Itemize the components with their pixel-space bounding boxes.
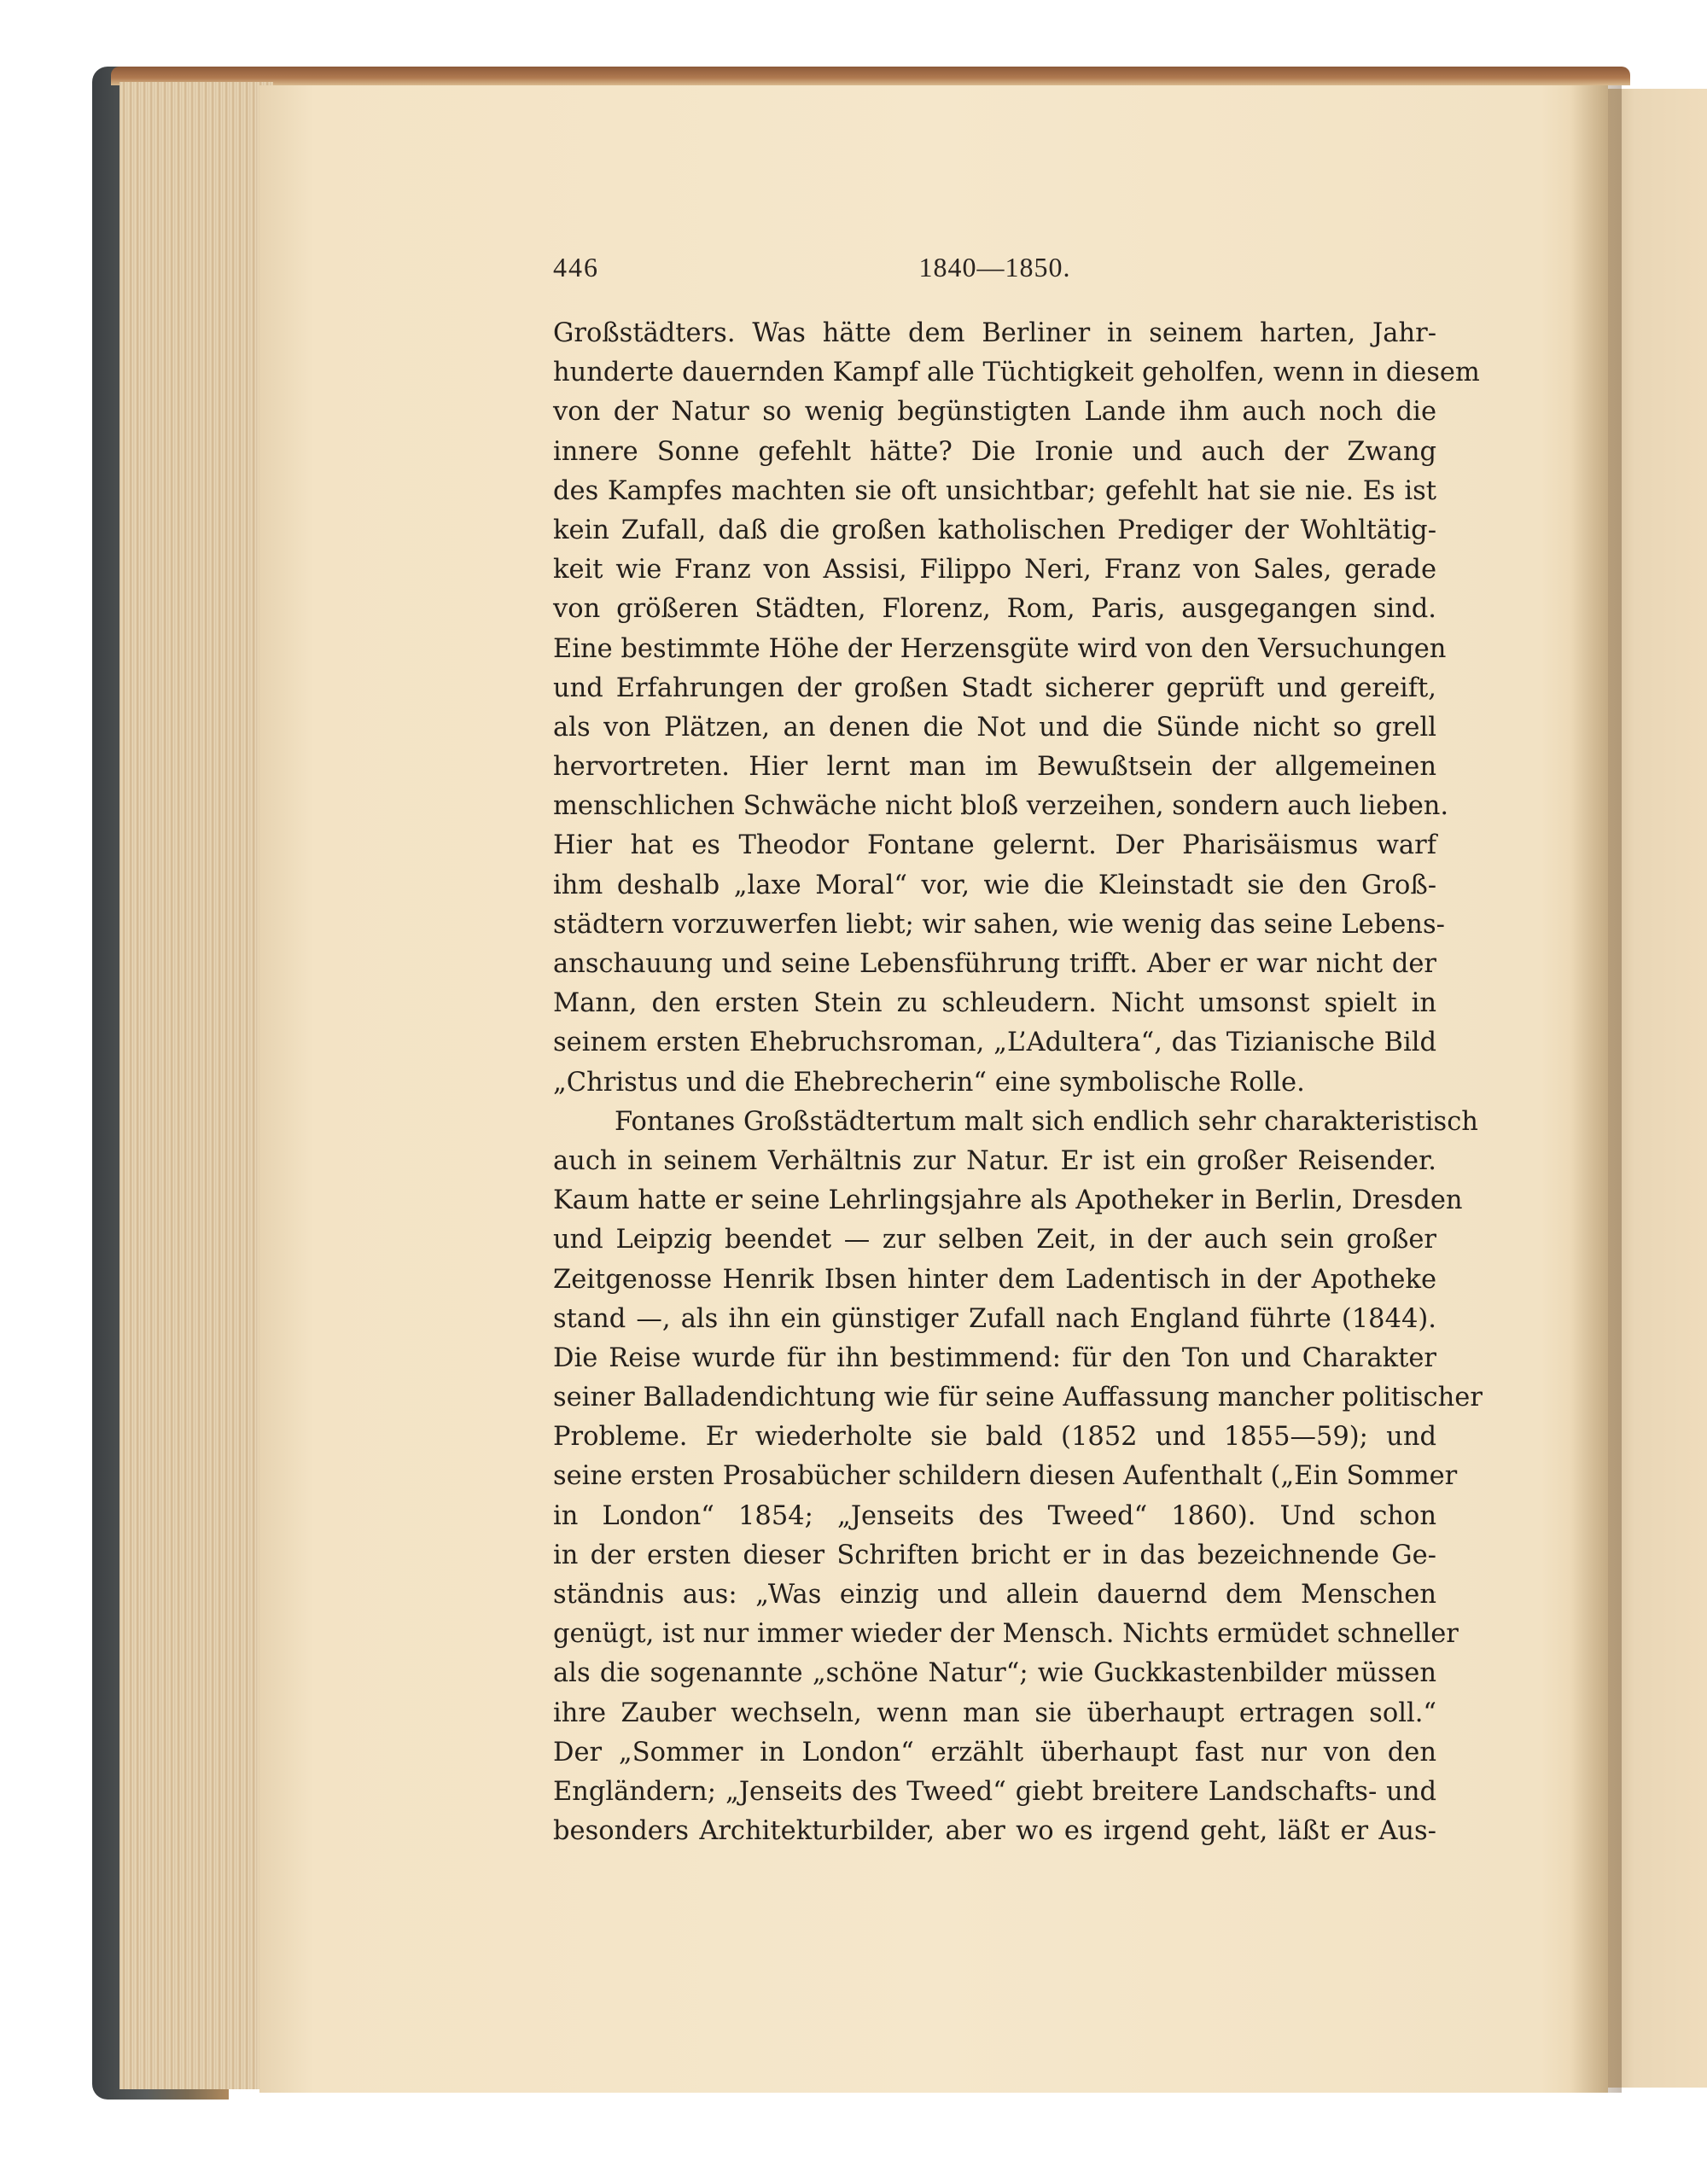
text-line: keit wie Franz von Assisi, Filippo Neri, Franz von Sales, gerade (553, 555, 1436, 585)
text-line: Fontanes Großstädtertum malt sich endlich sehr charakteristisch (615, 1106, 1478, 1137)
text-line: Probleme. Er wiederholte sie bald (1852 und 1855—59); und (553, 1422, 1436, 1453)
text-line: ihre Zauber wechseln, wenn man sie überhaupt ertragen soll.“ (553, 1698, 1436, 1728)
text-line: als von Plätzen, an denen die Not und die Sünde nicht so grell (553, 712, 1436, 743)
text-line: anschauung und seine Lebensführung trifft. Aber er war nicht der (553, 949, 1436, 979)
text-line: als die sogenannte „schöne Natur“; wie Guckkastenbilder müssen (553, 1658, 1436, 1689)
text-line: in London“ 1854; „Jenseits des Tweed“ 1860). Und schon (553, 1500, 1436, 1531)
text-line: innere Sonne gefehlt hätte? Die Ironie und auch der Zwang (553, 436, 1436, 467)
text-line: ihm deshalb „laxe Moral“ vor, wie die Kleinstadt sie den Groß- (553, 870, 1436, 900)
text-line: Hier hat es Theodor Fontane gelernt. Der Pharisäismus warf (553, 830, 1436, 861)
text-line: besonders Architekturbilder, aber wo es irgend geht, läßt er Aus- (553, 1816, 1436, 1847)
text-line: und Leipzig beendet — zur selben Zeit, in der auch sein großer (553, 1225, 1436, 1255)
text-line: Mann, den ersten Stein zu schleudern. Nicht umsonst spielt in (553, 988, 1436, 1019)
text-line: genügt, ist nur immer wieder der Mensch. Nichts ermüdet schneller (553, 1619, 1459, 1650)
text-line: stand —, als ihn ein günstiger Zufall nach England führte (1844). (553, 1303, 1436, 1334)
text-line: in der ersten dieser Schriften bricht er in das bezeichnende Ge- (553, 1540, 1436, 1570)
text-line: ständnis aus: „Was einzig und allein dauernd dem Menschen (553, 1580, 1436, 1610)
page-stack-edge (119, 82, 273, 2089)
text-line: Engländern; „Jenseits des Tweed“ giebt breitere Landschafts- und (553, 1776, 1436, 1807)
text-line: Der „Sommer in London“ erzählt überhaupt fast nur von den (553, 1737, 1436, 1768)
text-line: und Erfahrungen der großen Stadt sicherer geprüft und gereift, (553, 673, 1436, 703)
text-line: kein Zufall, daß die großen katholischen Prediger der Wohltätig- (553, 515, 1436, 545)
text-line: auch in seinem Verhältnis zur Natur. Er ist ein großer Reisender. (553, 1145, 1436, 1176)
page-number: 446 (553, 252, 599, 282)
text-line: von größeren Städten, Florenz, Rom, Paris, ausgegangen sind. (553, 594, 1436, 625)
text-line: menschlichen Schwäche nicht bloß verzeihen, sondern auch lieben. (553, 791, 1449, 822)
book-cover-edge (111, 67, 1630, 85)
text-line: seiner Balladendichtung wie für seine Auffassung mancher politischer (553, 1383, 1483, 1413)
page-header (553, 252, 1436, 294)
text-line: hervortreten. Hier lernt man im Bewußtsein der allgemeinen (553, 752, 1436, 783)
running-title: 1840—1850. (918, 252, 1071, 282)
text-line: seine ersten Prosabücher schildern diesen Aufenthalt („Ein Sommer (553, 1461, 1458, 1492)
body-text (553, 314, 1483, 1851)
text-line: Kaum hatte er seine Lehrlingsjahre als Apotheker in Berlin, Dresden (553, 1185, 1463, 1216)
text-line: Großstädters. Was hätte dem Berliner in seinem harten, Jahr- (553, 318, 1436, 348)
page-gutter-shadow (1570, 85, 1622, 2093)
text-line: seinem ersten Ehebruchsroman, „L’Adultera“, das Tizianische Bild (553, 1028, 1436, 1058)
text-line: städtern vorzuwerfen liebt; wir sahen, wie wenig das seine Lebens- (553, 909, 1445, 940)
text-line: des Kampfes machten sie oft unsichtbar; gefehlt hat sie nie. Es ist (553, 475, 1436, 506)
text-line: Die Reise wurde für ihn bestimmend: für den Ton und Charakter (553, 1342, 1436, 1373)
text-line: Eine bestimmte Höhe der Herzensgüte wird von den Versuchungen (553, 633, 1447, 664)
text-line: hunderte dauernden Kampf alle Tüchtigkeit geholfen, wenn in diesem (553, 358, 1480, 388)
text-line: Zeitgenosse Henrik Ibsen hinter dem Ladentisch in der Apotheke (553, 1264, 1436, 1295)
text-line: „Christus und die Ehebrecherin“ eine symbolische Rolle. (553, 1067, 1305, 1098)
text-line: von der Natur so wenig begünstigten Lande ihm auch noch die (553, 397, 1436, 428)
